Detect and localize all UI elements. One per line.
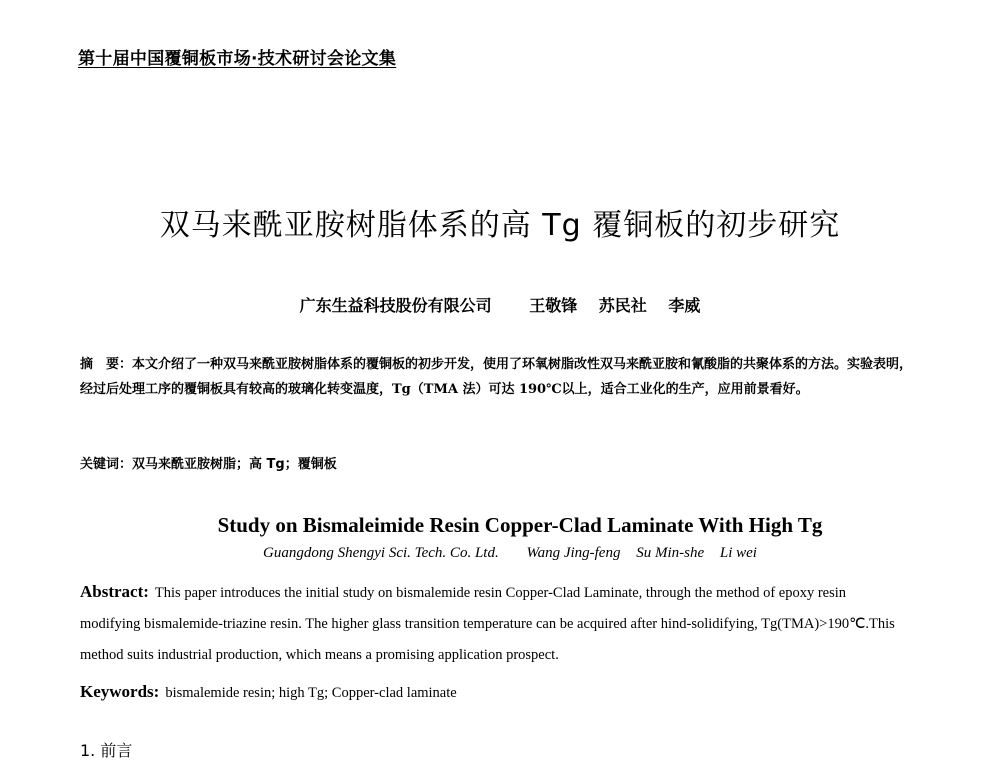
chinese-title: 双马来酰亚胺树脂体系的高 Tg 覆铜板的初步研究 [159,208,841,243]
chinese-author-2: 苏民社 [598,296,647,315]
english-keywords [80,676,910,709]
section-heading-introduction: 1. 前言 [80,741,133,760]
english-abstract-label: Abstract: [80,582,149,601]
english-keywords-text: bismalemide resin; high Tg; Copper-clad laminate [165,685,457,701]
english-author-3: Li wei [719,545,757,561]
chinese-author-3: 李威 [668,296,701,315]
chinese-abstract-text: 本文介绍了一种双马来酰亚胺树脂体系的覆铜板的初步开发，使用了环氧树脂改性双马来酰亚胺和氰酸脂的共聚体系的方法。实验表明，经过后处理工序的覆铜板具有较高的玻璃化转变温度，Tg（TMA 法）可达 190℃以上，适合工业化的生产，应用前景看好。 [80,357,913,397]
english-abstract-text: This paper introduces the initial study on bismalemide resin Copper-Clad Laminate, through the method of epoxy resin modifying bismalemide-triazine resin. The higher glass transition temperature can be acquired after hind-solidifying, Tg(TMA)>190℃.This method suits industrial production, which means a promising application prospect. [80,585,895,663]
english-title: Study on Bismaleimide Resin Copper-Clad Laminate With High Tg [217,513,823,537]
chinese-keywords [80,452,920,477]
chinese-abstract [80,352,920,402]
english-authors [0,545,1000,562]
chinese-author-1: 王敬锋 [529,296,578,315]
english-author-2: Su Min-she [636,545,705,561]
chinese-authors [0,293,1000,316]
chinese-abstract-label: 摘 要： [80,357,133,372]
english-abstract [80,576,910,671]
proceedings-header: 第十届中国覆铜板市场·技术研讨会论文集 [78,49,397,69]
chinese-keywords-text: 双马来酰亚胺树脂；高 Tg；覆铜板 [132,457,337,472]
english-keywords-label: Keywords: [80,682,160,701]
chinese-organization: 广东生益科技股份有限公司 [299,296,492,315]
english-author-1: Wang Jing-feng [526,545,621,561]
english-organization: Guangdong Shengyi Sci. Tech. Co. Ltd. [263,545,499,561]
chinese-keywords-label: 关键词： [80,457,133,472]
